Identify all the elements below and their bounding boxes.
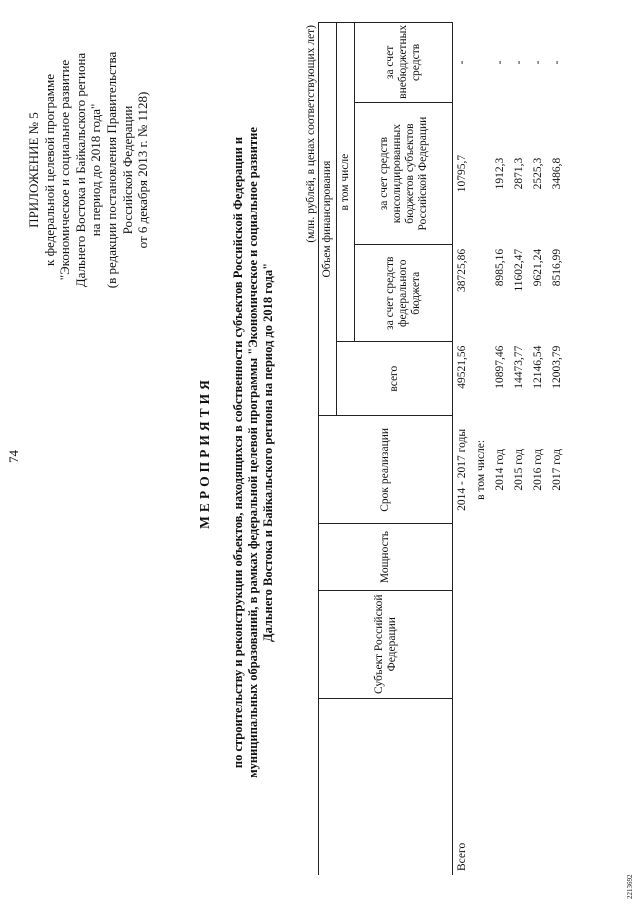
header-funding: Объем финансирования bbox=[319, 23, 337, 416]
appendix-line: "Экономическое и социальное развитие bbox=[57, 59, 73, 281]
header-total: всего bbox=[337, 342, 453, 416]
appendix-line: к федеральной целевой программе bbox=[41, 74, 57, 266]
title-line: Дальнего Востока и Байкальского региона на период до 2018 года" bbox=[261, 262, 275, 643]
appendix-line: ПРИЛОЖЕНИЕ № 5 bbox=[26, 112, 41, 228]
page-number: 74 bbox=[6, 450, 21, 463]
row-total: 12003,79 bbox=[551, 345, 563, 389]
appendix-line: на период до 2018 года" bbox=[88, 103, 104, 237]
appendix-line: (в редакции постановления Правительства bbox=[103, 51, 119, 289]
table-row bbox=[548, 23, 567, 876]
row-total: 49521,56 bbox=[456, 345, 468, 389]
row-total: 12146,54 bbox=[532, 345, 544, 389]
row-name bbox=[491, 698, 510, 875]
header-regional: за счет средств консолидированных бюджетов субъектов Российской Федерации bbox=[355, 102, 453, 244]
row-name bbox=[529, 698, 548, 875]
row-regional: 10795,7 bbox=[456, 154, 468, 193]
appendix-block bbox=[26, 10, 151, 330]
title-line: по строительству и реконструкции объектов, находящихся в собственности субъектов Российской Федерации и bbox=[231, 136, 245, 769]
row-regional bbox=[472, 102, 491, 244]
table-row bbox=[453, 23, 473, 876]
row-name bbox=[472, 698, 491, 875]
title-heading: МЕРОПРИЯТИЯ bbox=[197, 376, 212, 529]
row-regional: 1912,3 bbox=[494, 157, 506, 190]
document-title bbox=[197, 0, 276, 905]
header-subject: Субъект Российской Федерации bbox=[319, 590, 453, 698]
row-regional: 2525,3 bbox=[532, 157, 544, 190]
row-name bbox=[510, 698, 529, 875]
row-extra: - bbox=[532, 60, 544, 65]
row-regional: 3486,8 bbox=[551, 157, 563, 190]
row-period: 2014 - 2017 годы bbox=[456, 428, 468, 511]
row-period: 2016 год bbox=[532, 449, 544, 491]
appendix-line: Дальнего Востока и Байкальского региона bbox=[72, 52, 88, 288]
row-federal bbox=[472, 245, 491, 342]
row-federal: 38725,86 bbox=[456, 248, 468, 292]
row-period: в том числе: bbox=[475, 439, 487, 500]
table-row bbox=[510, 23, 529, 876]
table-row bbox=[472, 23, 491, 876]
row-regional: 2871,3 bbox=[513, 157, 525, 190]
title-line: муниципальных образований, в рамках федеральной целевой программы "Экономическое и социальное развитие bbox=[246, 127, 260, 778]
appendix-line: Российской Федерации bbox=[119, 105, 135, 235]
row-federal: 8985,16 bbox=[494, 248, 506, 287]
row-period: 2017 год bbox=[551, 449, 563, 491]
row-federal: 11602,47 bbox=[513, 248, 525, 292]
appendix-line: от 6 декабря 2013 г. № 1128) bbox=[135, 91, 151, 249]
row-total: 14473,77 bbox=[513, 345, 525, 389]
header-capacity: Мощность bbox=[319, 524, 453, 590]
row-extra bbox=[472, 23, 491, 103]
header-extrabudget: за счет внебюджетных средств bbox=[355, 23, 453, 103]
row-period: 2015 год bbox=[513, 449, 525, 491]
funding-table bbox=[318, 22, 567, 875]
row-name: Всего bbox=[456, 842, 468, 871]
table-row bbox=[491, 23, 510, 876]
row-total: 10897,46 bbox=[494, 345, 506, 389]
row-extra: - bbox=[456, 60, 468, 65]
row-extra: - bbox=[494, 60, 506, 65]
row-federal: 9621,24 bbox=[532, 248, 544, 287]
header-including: в том числе bbox=[337, 23, 355, 342]
row-extra: - bbox=[551, 60, 563, 65]
row-federal: 8516,99 bbox=[551, 248, 563, 287]
units-note: (млн. рублей, в ценах соответствующих лет) bbox=[305, 25, 317, 243]
row-period: 2014 год bbox=[494, 449, 506, 491]
row-name bbox=[548, 698, 567, 875]
table-row bbox=[529, 23, 548, 876]
header-federal: за счет средств федерального бюджета bbox=[355, 245, 453, 342]
row-extra: - bbox=[513, 60, 525, 65]
document-code: 2213692 bbox=[626, 874, 634, 899]
header-period: Срок реализации bbox=[319, 416, 453, 524]
row-total bbox=[472, 342, 491, 416]
